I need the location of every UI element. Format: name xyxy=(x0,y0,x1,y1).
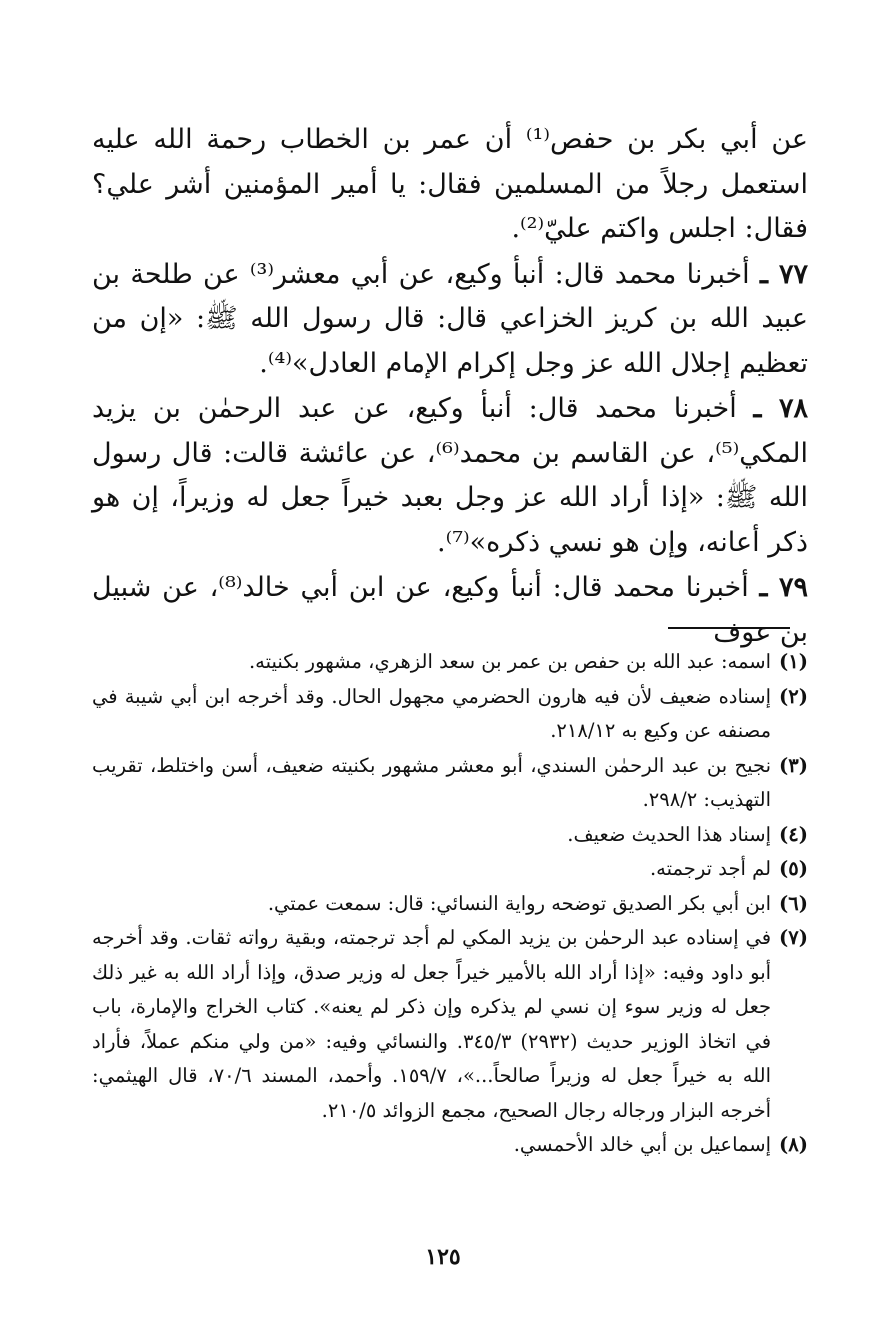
footnote-text: إسماعيل بن أبي خالد الأحمسي. xyxy=(513,1133,772,1156)
hadith-number: ٧٩ ـ xyxy=(759,572,809,603)
footnote-number: (٧) xyxy=(779,926,808,949)
footnote-7 xyxy=(92,921,808,1128)
footnote-text: ابن أبي بكر الصديق توضحه رواية النسائي: قال: سمعت عمتي. xyxy=(267,891,772,915)
hadith-text: أخبرنا محمد قال: أنبأ وكيع، عن عبد الرحمٰن بن يزيد المكي⁽⁵⁾، عن القاسم بن محمد⁽⁶⁾، عن عائشة قالت: قال رسول الله ﷺ: «إذا أراد الله عز وجل بعبد خيراً جعل له وزيراً، إن هو ذكر أعانه، وإن هو نسي ذكره»⁽⁷⁾. xyxy=(92,393,808,558)
footnote-number: (٦) xyxy=(779,891,808,915)
footnote-number: (٢) xyxy=(779,684,808,708)
footnote-5 xyxy=(92,852,808,887)
footnote-text: نجيح بن عبد الرحمٰن السندي، أبو معشر مشهور بكنيته ضعيف، أسن واختلط، تقريب التهذيب: ٢٩٨/٢. xyxy=(92,753,772,811)
footnotes xyxy=(92,645,808,1163)
footnote-number: (٣) xyxy=(779,753,808,777)
page-number: ١٢٥ xyxy=(425,1244,461,1270)
footnote-2 xyxy=(92,680,808,749)
hadith-number: ٧٧ ـ xyxy=(759,258,808,290)
footnote-text: لم أجد ترجمته. xyxy=(649,857,772,880)
main-text xyxy=(92,118,808,655)
hadith-text: أخبرنا محمد قال: أنبأ وكيع، عن أبي معشر⁽³⁾ عن طلحة بن عبيد الله بن كريز الخزاعي قال: قال رسول الله ﷺ: «إن من تعظيم إجلال الله عز وجل إكرام الإمام العادل»⁽⁴⁾. xyxy=(92,258,808,379)
footnote-8 xyxy=(92,1128,808,1163)
footnote-6 xyxy=(92,887,808,922)
footnote-text: إسناد هذا الحديث ضعيف. xyxy=(567,822,772,846)
footnote-number: (٨) xyxy=(779,1133,808,1156)
footnote-text: اسمه: عبد الله بن حفص بن عمر بن سعد الزهري، مشهور بكنيته. xyxy=(248,650,772,673)
footnote-text: في إسناده عبد الرحمٰن بن يزيد المكي لم أجد ترجمته، وبقية رواته ثقات. وقد أخرجه أبو داود وفيه: «إذا أراد الله بالأمير خيراً جعل له وزير صدق، وإذا أراد الله به غير ذلك جعل له وزير سوء إن نسي لم يذكره وإن ذكر لم يعنه». كتاب الخراج والإمارة، باب في اتخاذ الوزير حديث (٢٩٣٢) ٣٤٥/٣. والنسائي وفيه: «من ولي منكم عملاً، فأراد الله به خيراً جعل له وزيراً صالحاً...»، ١٥٩/٧. وأحمد، المسند ٧٠/٦، قال الهيثمي: أخرجه البزار ورجاله رجال الصحيح، مجمع الزوائد ٢١٠/٥. xyxy=(92,926,772,1122)
hadith-number: ٧٨ ـ xyxy=(753,393,808,424)
hadith-77 xyxy=(92,253,808,387)
footnote-number: (٥) xyxy=(779,857,808,880)
footnote-number: (٤) xyxy=(779,822,808,846)
hadith-78 xyxy=(92,387,808,565)
footnote-3 xyxy=(92,749,808,818)
hadith-79 xyxy=(92,566,808,655)
footnote-1 xyxy=(92,645,808,680)
hadith-text: أخبرنا محمد قال: أنبأ وكيع، عن ابن أبي خالد⁽⁸⁾، عن شبيل بن عوف xyxy=(92,572,808,648)
footnote-4 xyxy=(92,818,808,853)
intro-paragraph: عن أبي بكر بن حفص⁽¹⁾ أن عمر بن الخطاب رحمة الله عليه استعمل رجلاً من المسلمين فقال: يا أمير المؤمنين أشر علي؟ فقال: اجلس واكتم عليّ⁽²⁾. xyxy=(92,124,808,244)
footnote-number: (١) xyxy=(779,650,808,673)
footnote-text: إسناده ضعيف لأن فيه هارون الحضرمي مجهول الحال. وقد أخرجه ابن أبي شيبة في مصنفه عن وكيع به ٢١٨/١٢. xyxy=(92,684,772,742)
footnote-separator xyxy=(668,627,790,629)
